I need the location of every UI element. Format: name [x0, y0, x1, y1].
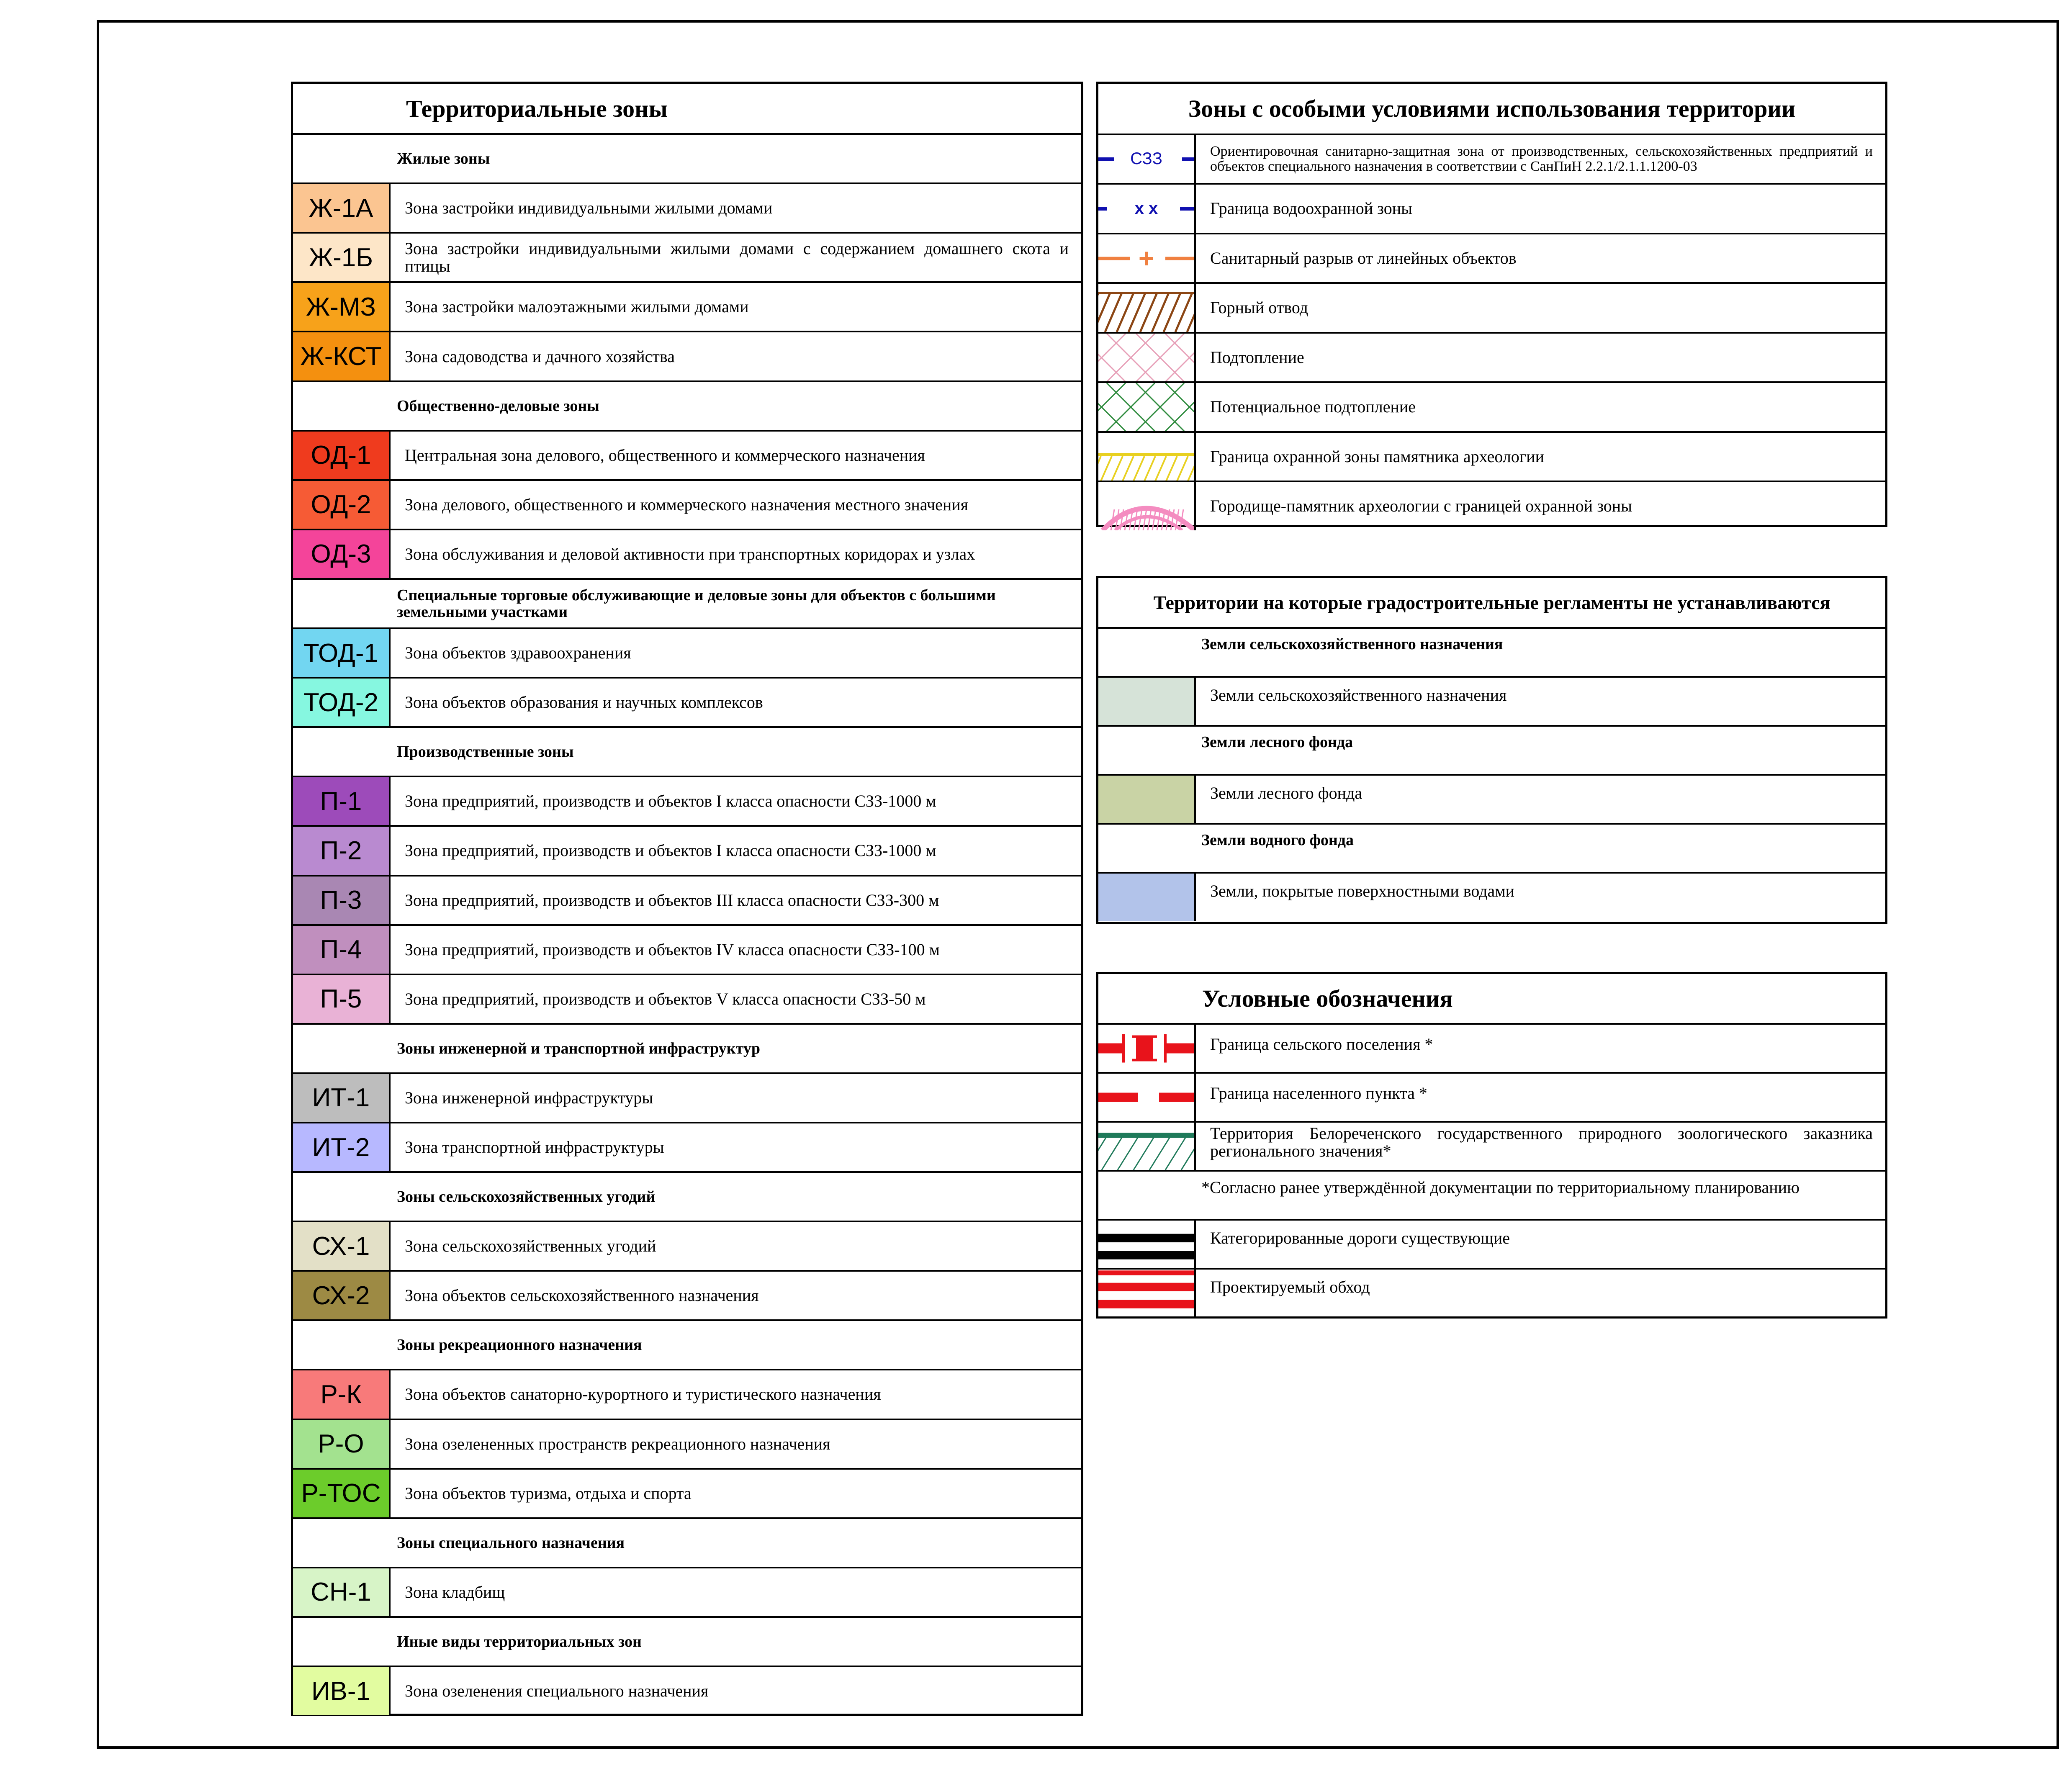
zone-row [293, 430, 1081, 479]
zone-code-swatch: СН-1 [293, 1568, 391, 1616]
zone-description: Зона озелененных пространств рекреационного назначения [405, 1434, 830, 1453]
zone-group-label: Жилые зоны [397, 150, 490, 168]
legend-footnote: *Согласно ранее утверждённой документации по территориальному планированию [1098, 1170, 1885, 1219]
zone-description: Зона озеленения специального назначения [405, 1681, 709, 1701]
zone-code-swatch: ТОД-2 [293, 679, 391, 726]
legend-table [1096, 972, 1887, 1319]
special-conditions-table [1096, 82, 1887, 527]
zone-code-swatch: ТОД-1 [293, 629, 391, 677]
zone-code-swatch: ОД-2 [293, 481, 391, 529]
road-legend-row [1098, 1219, 1885, 1268]
zone-group-heading [293, 380, 1081, 430]
territorial-title: Территориальные зоны [406, 95, 668, 122]
land-group-heading [1098, 725, 1885, 774]
special-zone-row [1098, 431, 1885, 481]
special-zone-row [1098, 134, 1885, 183]
symbol-label: + [1138, 243, 1154, 273]
zone-row [293, 281, 1081, 331]
existing-roads-icon [1098, 1221, 1196, 1268]
zone-row [293, 875, 1081, 924]
zone-description: Зона объектов образования и научных комплексов [405, 693, 763, 712]
zone-row [293, 1369, 1081, 1418]
zone-row [293, 331, 1081, 380]
zone-row [293, 479, 1081, 529]
nature-reserve-boundary-icon [1098, 1123, 1196, 1170]
zone-row [293, 1567, 1081, 1616]
zone-row [293, 182, 1081, 232]
zone-row [293, 677, 1081, 726]
special-zone-row [1098, 381, 1885, 431]
zone-description: Зона застройки малоэтажными жилыми домами [405, 297, 749, 316]
zone-description: Зона кладбищ [405, 1582, 505, 1601]
land-category-row [1098, 676, 1885, 725]
legend-row [1098, 1023, 1885, 1072]
zone-group-heading [293, 1319, 1081, 1369]
land-group-label: Земли водного фонда [1201, 831, 1354, 849]
zone-description: Центральная зона делового, общественного и коммерческого назначения [405, 445, 925, 465]
zone-row [293, 974, 1081, 1023]
zone-description: Зона предприятий, производств и объектов V класса опасности СЗЗ-50 м [405, 989, 926, 1008]
land-group-heading [1098, 823, 1885, 872]
zone-group-label: Производственные зоны [397, 743, 574, 761]
land-category-row [1098, 872, 1885, 921]
zone-group-heading [293, 726, 1081, 776]
zone-row [293, 1122, 1081, 1171]
land-color-swatch [1098, 874, 1196, 921]
zone-group-heading [293, 133, 1081, 182]
special-zone-row [1098, 481, 1885, 530]
land-group-label: Земли лесного фонда [1201, 733, 1353, 751]
special-zone-row [1098, 282, 1885, 332]
zone-description: Зона застройки индивидуальными жилыми домами [405, 198, 773, 218]
zone-code-swatch: ИВ-1 [293, 1667, 391, 1715]
zone-row [293, 1419, 1081, 1468]
zone-group-heading [293, 1616, 1081, 1666]
zone-group-heading [293, 578, 1081, 627]
zone-description: Зона обслуживания и деловой активности при транспортных коридорах и узлах [405, 544, 975, 563]
nonregulated-territories-table [1096, 576, 1887, 924]
zone-row [293, 1270, 1081, 1319]
special-zone-row [1098, 183, 1885, 233]
special-zone-description: Городище-памятник археологии с границей охранной зоны [1210, 496, 1632, 516]
zone-description: Зона садоводства и дачного хозяйства [405, 347, 675, 366]
zone-code-swatch: ОД-1 [293, 432, 391, 479]
legend-title: Условные обозначения [1202, 985, 1453, 1012]
road-legend-description: Проектируемый обход [1210, 1277, 1370, 1296]
zone-description: Зона предприятий, производств и объектов III класса опасности СЗЗ-300 м [405, 890, 939, 910]
zone-row [293, 924, 1081, 974]
zone-row [293, 1072, 1081, 1122]
special-zone-description: Потенциальное подтопление [1210, 397, 1416, 416]
symbol-label: x x [1134, 199, 1158, 218]
zone-description: Зона объектов санаторно-курортного и туристического назначения [405, 1385, 881, 1404]
special-zone-description: Граница водоохранной зоны [1210, 199, 1412, 218]
szz-line-icon [1098, 135, 1196, 183]
zone-code-swatch: СХ-2 [293, 1272, 391, 1319]
land-color-swatch [1098, 678, 1196, 725]
mining-allotment-hatch-icon [1098, 284, 1196, 332]
special-zone-description: Санитарный разрыв от линейных объектов [1210, 248, 1517, 267]
land-group-heading [1098, 627, 1885, 676]
sanitary-gap-line-icon [1098, 234, 1196, 283]
land-category-description: Земли, покрытые поверхностными водами [1210, 881, 1515, 900]
zone-code-swatch: П-2 [293, 827, 391, 874]
legend-row [1098, 1072, 1885, 1121]
zone-description: Зона предприятий, производств и объектов I класса опасности СЗЗ-1000 м [405, 841, 936, 860]
zone-code-swatch: Ж-МЗ [293, 283, 391, 331]
special-zone-description: Ориентировочная санитарно-защитная зона от производственных, сельскохозяйственных предприятий и объектов специального назначения в соответствии с СанПиН 2.2.1/2.1.1.1200-03 [1210, 143, 1873, 174]
zone-code-swatch: Ж-КСТ [293, 332, 391, 380]
flooding-hatch-icon [1098, 334, 1196, 382]
special-title: Зоны с особыми условиями использования территории [1188, 95, 1796, 122]
zone-group-label: Специальные торговые обслуживающие и деловые зоны для объектов с большими земельными участками [397, 586, 996, 621]
nonregulated-title: Территории на которые градостроительные регламенты не устанавливаются [1153, 592, 1830, 613]
symbol-label: СЗЗ [1130, 149, 1162, 168]
land-color-swatch [1098, 776, 1196, 823]
zone-group-label: Зоны сельскохозяйственных угодий [397, 1188, 656, 1206]
zone-code-swatch: П-1 [293, 777, 391, 825]
zone-code-swatch: ИТ-1 [293, 1074, 391, 1122]
potential-flooding-hatch-icon [1098, 383, 1196, 431]
zone-code-swatch: ОД-3 [293, 530, 391, 578]
zone-description: Зона делового, общественного и коммерческого назначения местного значения [405, 495, 969, 514]
special-zone-description: Подтопление [1210, 347, 1304, 367]
zone-code-swatch: П-3 [293, 877, 391, 924]
zone-group-label: Зоны инженерной и транспортной инфраструктур [397, 1039, 760, 1057]
land-category-row [1098, 774, 1885, 823]
zone-group-heading [293, 1171, 1081, 1221]
zone-description: Зона сельскохозяйственных угодий [405, 1236, 656, 1256]
hillfort-monument-icon [1098, 482, 1196, 530]
zone-group-heading [293, 1517, 1081, 1567]
zone-description: Зона застройки индивидуальными жилыми домами с содержанием домашнего скота и птицы [405, 239, 1069, 276]
zone-row [293, 1468, 1081, 1517]
zone-code-swatch: СХ-1 [293, 1222, 391, 1270]
legend-row [1098, 1121, 1885, 1170]
archaeology-protection-hatch-icon [1098, 433, 1196, 481]
zone-group-label: Общественно-деловые зоны [397, 397, 599, 415]
special-zone-row [1098, 332, 1885, 382]
road-legend-description: Категорированные дороги существующие [1210, 1228, 1510, 1247]
zone-description: Зона объектов сельскохозяйственного назначения [405, 1286, 759, 1305]
zone-description: Зона инженерной инфраструктуры [405, 1088, 653, 1107]
zone-code-swatch: П-4 [293, 926, 391, 974]
zone-row [293, 529, 1081, 578]
zone-row [293, 232, 1081, 281]
zone-description: Зона предприятий, производств и объектов IV класса опасности СЗЗ-100 м [405, 940, 940, 959]
zone-description: Зона транспортной инфраструктуры [405, 1138, 664, 1157]
territorial-zones-table [291, 82, 1083, 1716]
zone-description: Зона предприятий, производств и объектов I класса опасности СЗЗ-1000 м [405, 792, 936, 811]
zone-row [293, 825, 1081, 874]
zone-code-swatch: Ж-1Б [293, 234, 391, 281]
water-protection-line-icon [1098, 185, 1196, 233]
zone-code-swatch: ИТ-2 [293, 1123, 391, 1171]
legend-description: Граница сельского поселения * [1210, 1034, 1433, 1054]
zone-code-swatch: Р-ТОС [293, 1470, 391, 1517]
zone-code-swatch: Р-К [293, 1370, 391, 1418]
zone-row [293, 627, 1081, 677]
zone-group-label: Иные виды территориальных зон [397, 1632, 642, 1650]
special-zone-description: Граница охранной зоны памятника археологии [1210, 447, 1545, 466]
land-category-description: Земли лесного фонда [1210, 783, 1362, 802]
zone-code-swatch: Р-О [293, 1420, 391, 1468]
zone-code-swatch: Ж-1А [293, 184, 391, 232]
rural-settlement-boundary-icon [1098, 1025, 1196, 1072]
special-zone-row [1098, 233, 1885, 283]
land-group-label: Земли сельскохозяйственного назначения [1201, 635, 1503, 653]
zone-description: Зона объектов туризма, отдыха и спорта [405, 1483, 692, 1503]
settlement-boundary-icon [1098, 1074, 1196, 1121]
legend-description: Граница населенного пункта * [1210, 1083, 1427, 1103]
zone-group-label: Зоны специального назначения [397, 1534, 625, 1552]
zone-row [293, 1221, 1081, 1270]
planned-bypass-icon [1098, 1270, 1196, 1317]
zone-row [293, 1666, 1081, 1715]
zone-description: Зона объектов здравоохранения [405, 643, 631, 663]
zone-group-heading [293, 1023, 1081, 1072]
road-legend-row [1098, 1268, 1885, 1317]
zone-row [293, 776, 1081, 825]
legend-description: Территория Белореченского государственного природного зоологического заказника регионального значения* [1210, 1123, 1873, 1160]
zone-group-label: Зоны рекреационного назначения [397, 1336, 642, 1354]
zone-code-swatch: П-5 [293, 975, 391, 1023]
land-category-description: Земли сельскохозяйственного назначения [1210, 685, 1507, 704]
special-zone-description: Горный отвод [1210, 298, 1308, 317]
